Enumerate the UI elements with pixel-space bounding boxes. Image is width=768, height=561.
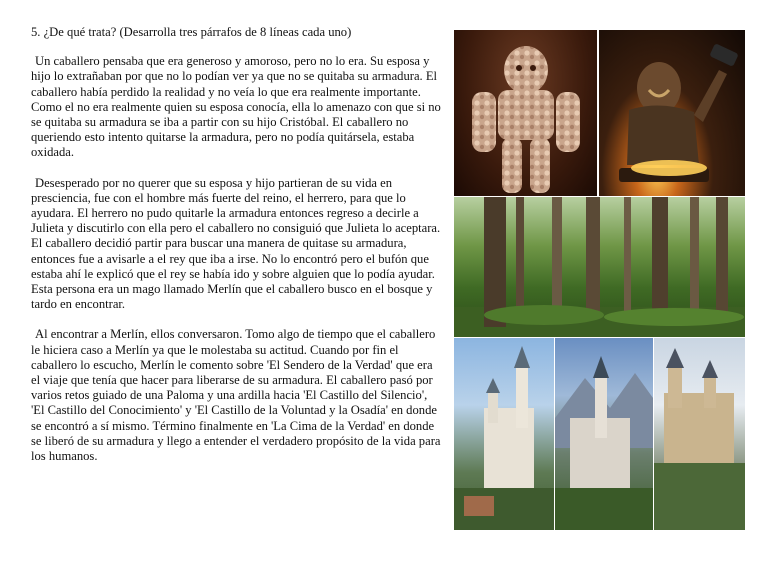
- paragraph-3: Al encontrar a Merlín, ellos conversaron. Tomo algo de tiempo que el caballero le hiciera caso a Merlín ya que le molestaba su actitud. Cuando por fin el caballero lo escucho, Merlín le comento sobre 'El Sendero de la Verdad' que era el viaje que tenía que hacer para liberarse de su armadura. El caballero pasó por varios retos guiado de una Paloma y una ardilla hacia 'El Castillo del Silencio', 'El Castillo del Conocimiento' y 'El Castillo de la Voluntad y la Osadía' en donde se encontró a sí mismo. Término finalmente en 'La Cima de la Verdad' en donde se liberó de su armadura y llego a entender el verdadero propósito de la vida para los humanos.: [31, 327, 441, 464]
- castle-image: [454, 338, 554, 530]
- question-heading: 5. ¿De qué trata? (Desarrolla tres párrafos de 8 líneas cada uno): [31, 25, 352, 39]
- castle-image: [654, 338, 745, 530]
- paragraph-2: Desesperado por no querer que su esposa y hijo partieran de su vida en presciencia, fue con el hombre más fuerte del reino, el herrero, para que lo ayudara. El herrero no pudo quitarle la armadura entonces regreso a decirle a Julieta y discutirlo con ella pero el caballero no consiguió que Julieta lo aceptara. El caballero decidió partir para buscar una manera de quitase su armadura, entonces fue a avisarle a el rey que iba a irse. No lo encontró pero el bufón que estaba ahí le explicó que el rey se había ido y sobre alguien que lo podía ayudar. Esta persona era un mago llamado Merlín que el caballero busco en el bosque y tardo en encontrar.: [31, 175, 441, 312]
- paragraph-1: Un caballero pensaba que era generoso y amoroso, pero no lo era. Su esposa y hijo lo extrañaban por que no lo podían ver ya que no se quitaba su armadura. El caballero había perdido la realidad y no veía lo que era realmente importante. Como el no era realmente quien su esposa conocía, ella lo amenazo con que si no se quitaba su armadura se iba a partir con su hijo Cristóbal. El caballero no queriendo esto intento quitarse la armadura, pero no podía quitársela, estaba oxidada.: [31, 54, 441, 160]
- blacksmith-image: [599, 30, 745, 196]
- castle-image: [555, 338, 653, 530]
- text-column: [31, 25, 443, 479]
- stone-golem-image: [454, 30, 597, 196]
- forest-image: [454, 197, 745, 337]
- image-collage: [454, 30, 745, 530]
